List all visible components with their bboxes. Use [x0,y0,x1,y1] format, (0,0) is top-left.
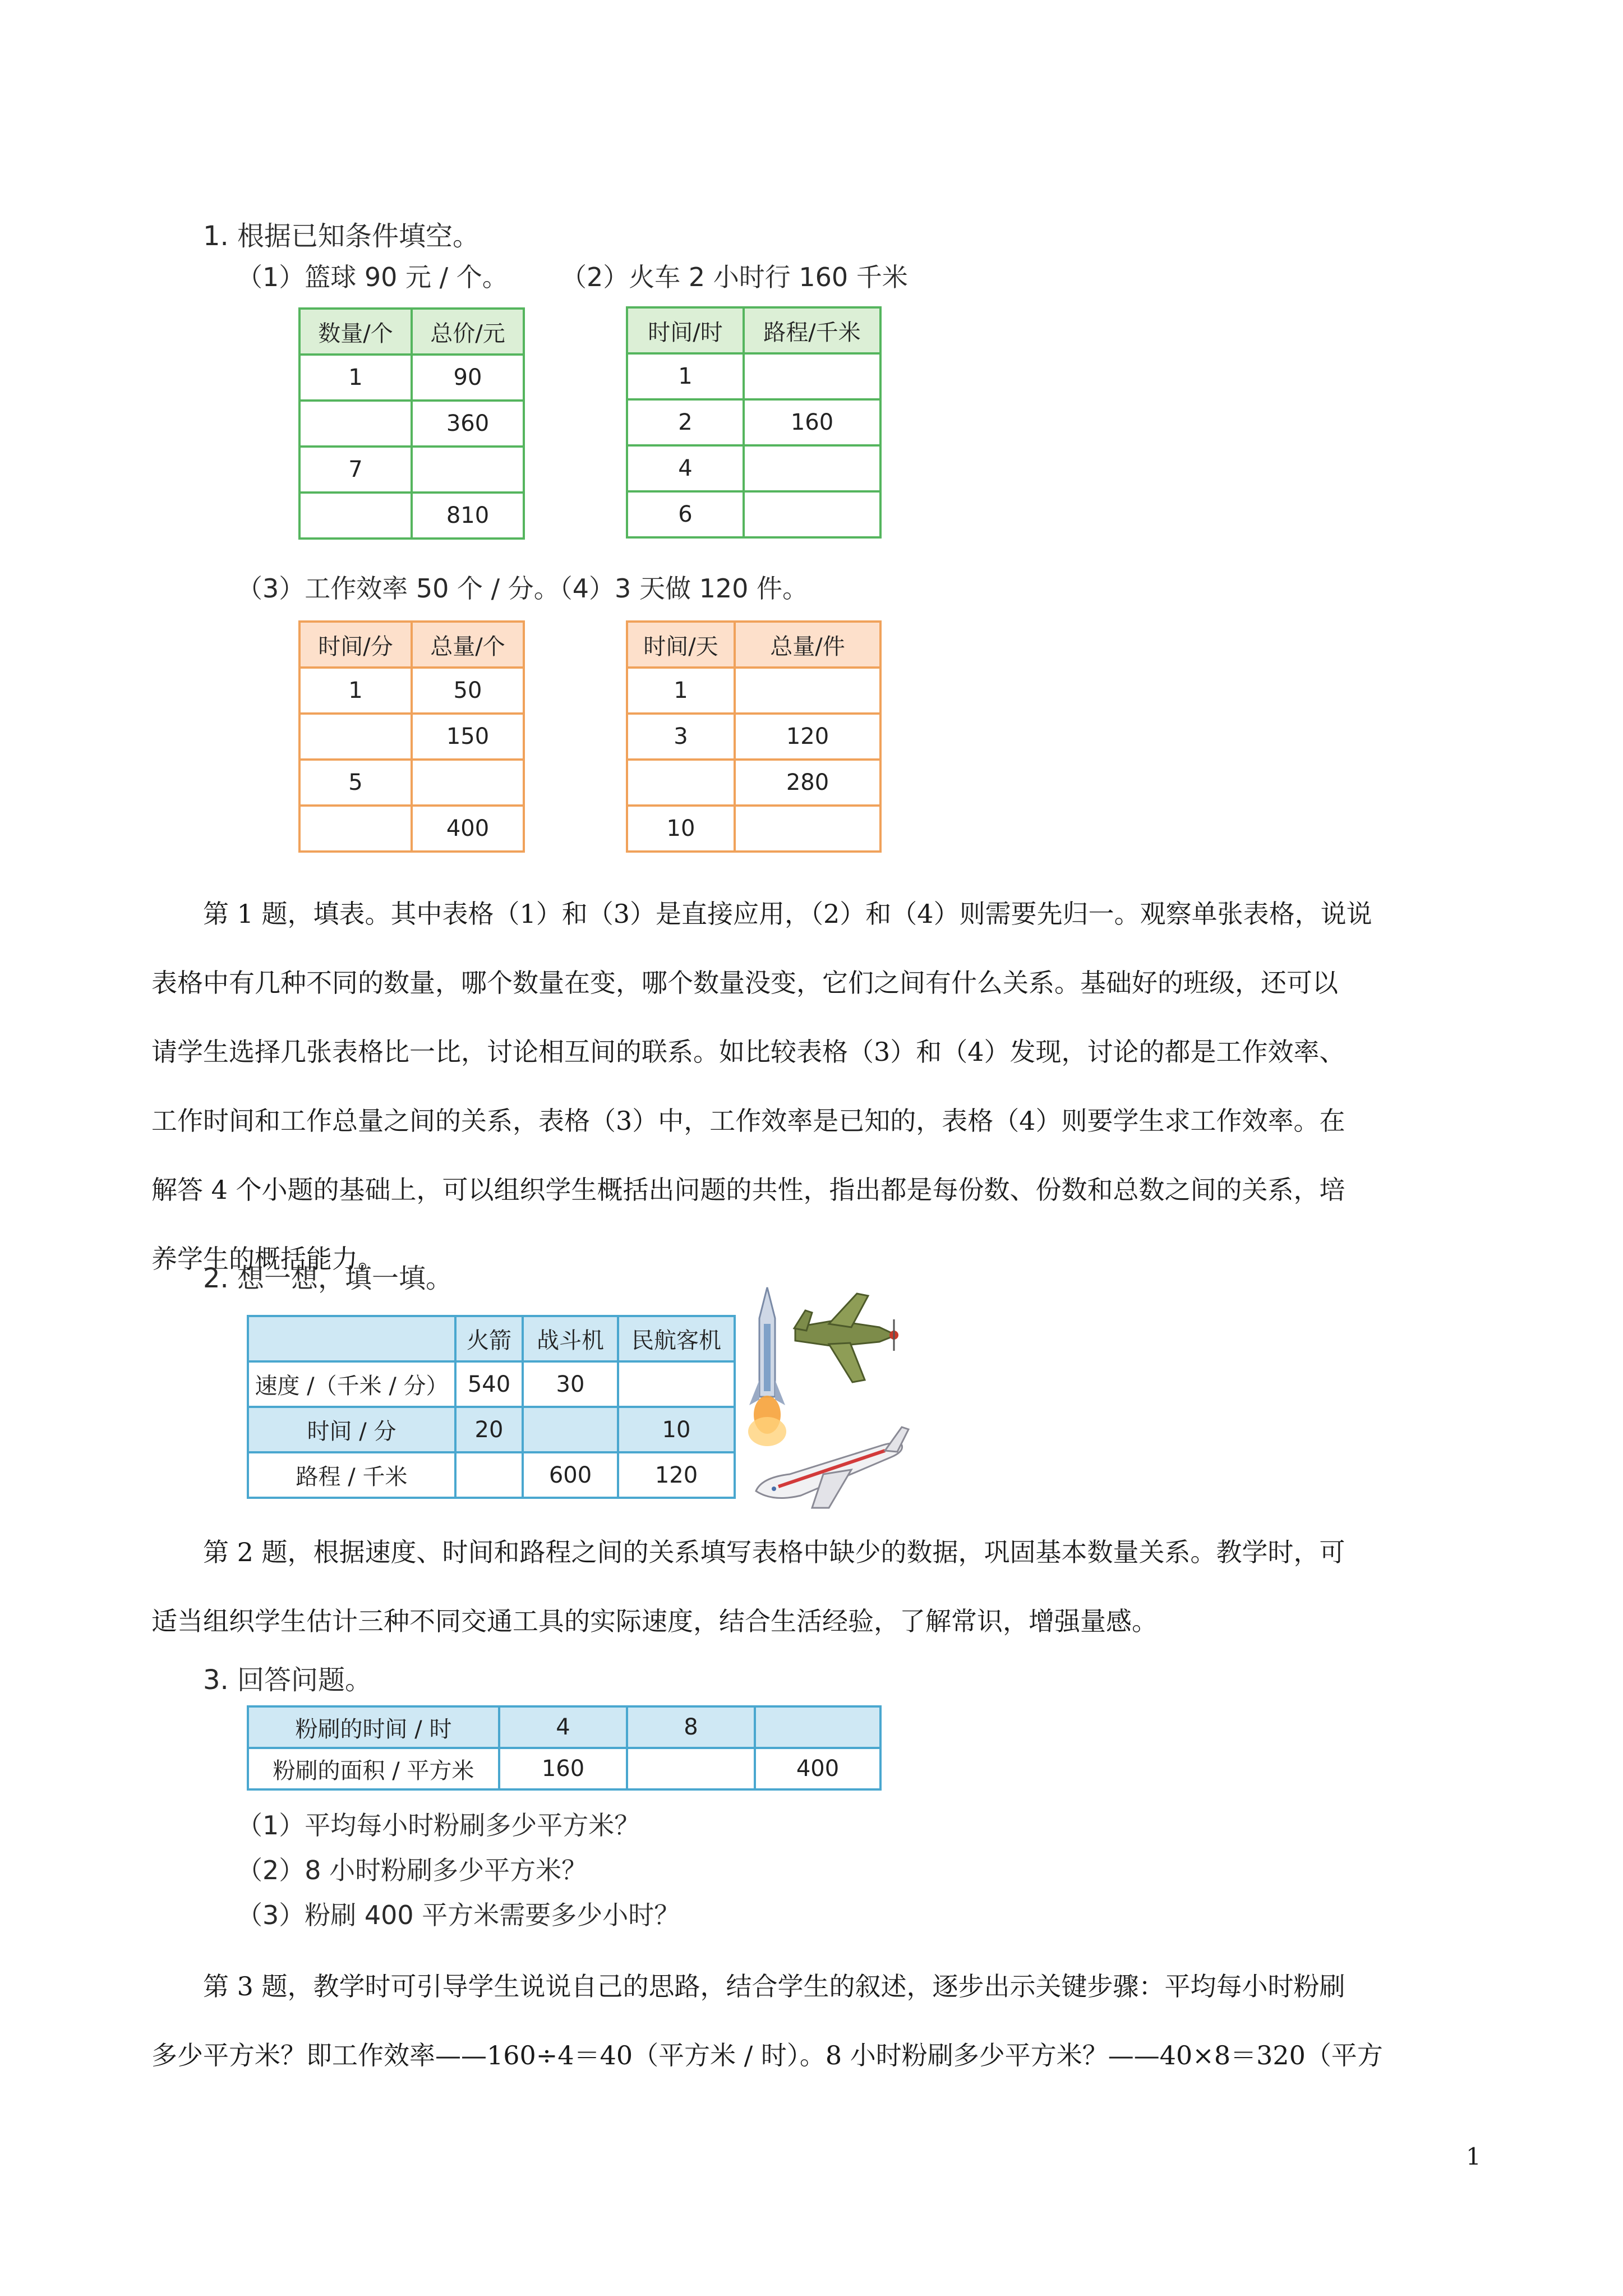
q2-cell: 时间 / 分 [248,1407,455,1452]
t3-cell: 400 [412,806,524,852]
t1-cell: 810 [412,493,524,539]
q2-cell: 速度 /（千米 / 分） [248,1361,455,1407]
q3-question-3: （3）粉刷 400 平方米需要多少小时？ [237,1900,680,1930]
q2-table [247,1315,736,1499]
q1-heading: 1. 根据已知条件填空。 [203,220,480,252]
q2-heading: 2. 想一想，填一填。 [203,1263,453,1294]
q3-cell: 粉刷的面积 / 平方米 [248,1748,499,1789]
t4-cell [735,668,880,714]
q3-cell [755,1706,880,1748]
q2-cell: 30 [523,1361,618,1407]
t4-cell: 10 [627,806,735,852]
q2-header-cell [248,1316,455,1361]
t1-h1: 总价/元 [412,309,524,355]
t2-cell: 6 [627,491,744,537]
t2-h0: 时间/时 [627,307,744,353]
q1-sub1: （1）篮球 90 元 / 个。 [237,262,508,292]
q3-cell: 4 [499,1706,627,1748]
para1-line: 表格中有几种不同的数量，哪个数量在变，哪个数量没变，它们之间有什么关系。基础好的班级，还可以 [151,968,1338,998]
q2-header-cell: 战斗机 [523,1316,618,1361]
q3-cell: 8 [627,1706,755,1748]
t3-cell [299,806,412,852]
q3-question-2: （2）8 小时粉刷多少平方米？ [237,1855,588,1885]
t3-cell [299,714,412,760]
t4-cell [627,760,735,806]
t4-cell: 120 [735,714,880,760]
q3-cell: 160 [499,1748,627,1789]
para1-line: 工作时间和工作总量之间的关系，表格（3）中，工作效率是已知的，表格（4）则要学生求工作效率。在 [151,1106,1345,1136]
airliner-icon [745,1424,913,1513]
q3-cell [627,1748,755,1789]
para3-line: 多少平方米？即工作效率——160÷4＝40（平方米 / 时）。8 小时粉刷多少平方米？——40×8＝320（平方 [151,2040,1383,2070]
t2-cell: 160 [744,399,880,445]
t4-cell: 3 [627,714,735,760]
t2-h1: 路程/千米 [744,307,880,353]
q1-table-1 [298,307,525,540]
para2-line: 第 2 题，根据速度、时间和路程之间的关系填写表格中缺少的数据，巩固基本数量关系。教学时，可 [203,1537,1345,1567]
t2-cell [744,445,880,491]
q3-cell: 粉刷的时间 / 时 [248,1706,499,1748]
t3-cell [412,760,524,806]
t3-h1: 总量/个 [412,622,524,668]
q1-table-4 [626,620,882,853]
q1-sub3: （3）工作效率 50 个 / 分。（4）3 天做 120 件。 [237,573,808,604]
fighter-plane-icon [790,1288,902,1389]
t2-cell: 4 [627,445,744,491]
t4-h0: 时间/天 [627,622,735,668]
t2-cell [744,491,880,537]
page-number: 1 [1466,2143,1481,2170]
t1-cell: 90 [412,355,524,401]
paragraph-2 [151,1518,1497,1656]
q3-heading: 3. 回答问题。 [203,1664,372,1696]
para1-line: 第 1 题，填表。其中表格（1）和（3）是直接应用，（2）和（4）则需要先归一。观察单张表格，说说 [203,899,1372,929]
t1-cell [299,493,412,539]
q3-question-1: （1）平均每小时粉刷多少平方米？ [237,1810,640,1841]
para1-line: 养学生的概括能力。 [151,1244,384,1274]
q1-sub2: （2）火车 2 小时行 160 千米 [561,262,908,292]
q3-table [247,1705,882,1791]
t1-cell: 7 [299,447,412,493]
q2-cell [523,1407,618,1452]
q1-table-3 [298,620,525,853]
t4-h1: 总量/件 [735,622,880,668]
t1-h0: 数量/个 [299,309,412,355]
t1-cell: 1 [299,355,412,401]
t3-cell: 50 [412,668,524,714]
para2-line: 适当组织学生估计三种不同交通工具的实际速度，结合生活经验，了解常识，增强量感。 [151,1606,1158,1636]
q2-cell: 10 [618,1407,735,1452]
q1-table-2 [626,306,882,539]
q2-cell: 600 [523,1452,618,1498]
q2-cell [455,1452,523,1498]
q2-cell: 120 [618,1452,735,1498]
t4-cell: 280 [735,760,880,806]
paragraph-1 [151,880,1497,1294]
t4-cell [735,806,880,852]
t1-cell [299,401,412,447]
q2-header-cell: 民航客机 [618,1316,735,1361]
paragraph-3 [151,1952,1497,2090]
t3-cell: 150 [412,714,524,760]
t4-cell: 1 [627,668,735,714]
t2-cell [744,353,880,399]
t2-cell: 2 [627,399,744,445]
q2-header-cell: 火箭 [455,1316,523,1361]
t1-cell: 360 [412,401,524,447]
q3-cell: 400 [755,1748,880,1789]
t1-cell [412,447,524,493]
para1-line: 解答 4 个小题的基础上，可以组织学生概括出问题的共性，指出都是每份数、份数和总数之间的关系，培 [151,1175,1345,1205]
para1-line: 请学生选择几张表格比一比，讨论相互间的联系。如比较表格（3）和（4）发现，讨论的都是工作效率、 [151,1037,1345,1067]
para3-line: 第 3 题，教学时可引导学生说说自己的思路，结合学生的叙述，逐步出示关键步骤：平均每小时粉刷 [203,1971,1345,2001]
t3-cell: 5 [299,760,412,806]
q2-cell: 20 [455,1407,523,1452]
t3-cell: 1 [299,668,412,714]
t3-h0: 时间/分 [299,622,412,668]
q2-cell [618,1361,735,1407]
q2-cell: 540 [455,1361,523,1407]
t2-cell: 1 [627,353,744,399]
q2-cell: 路程 / 千米 [248,1452,455,1498]
